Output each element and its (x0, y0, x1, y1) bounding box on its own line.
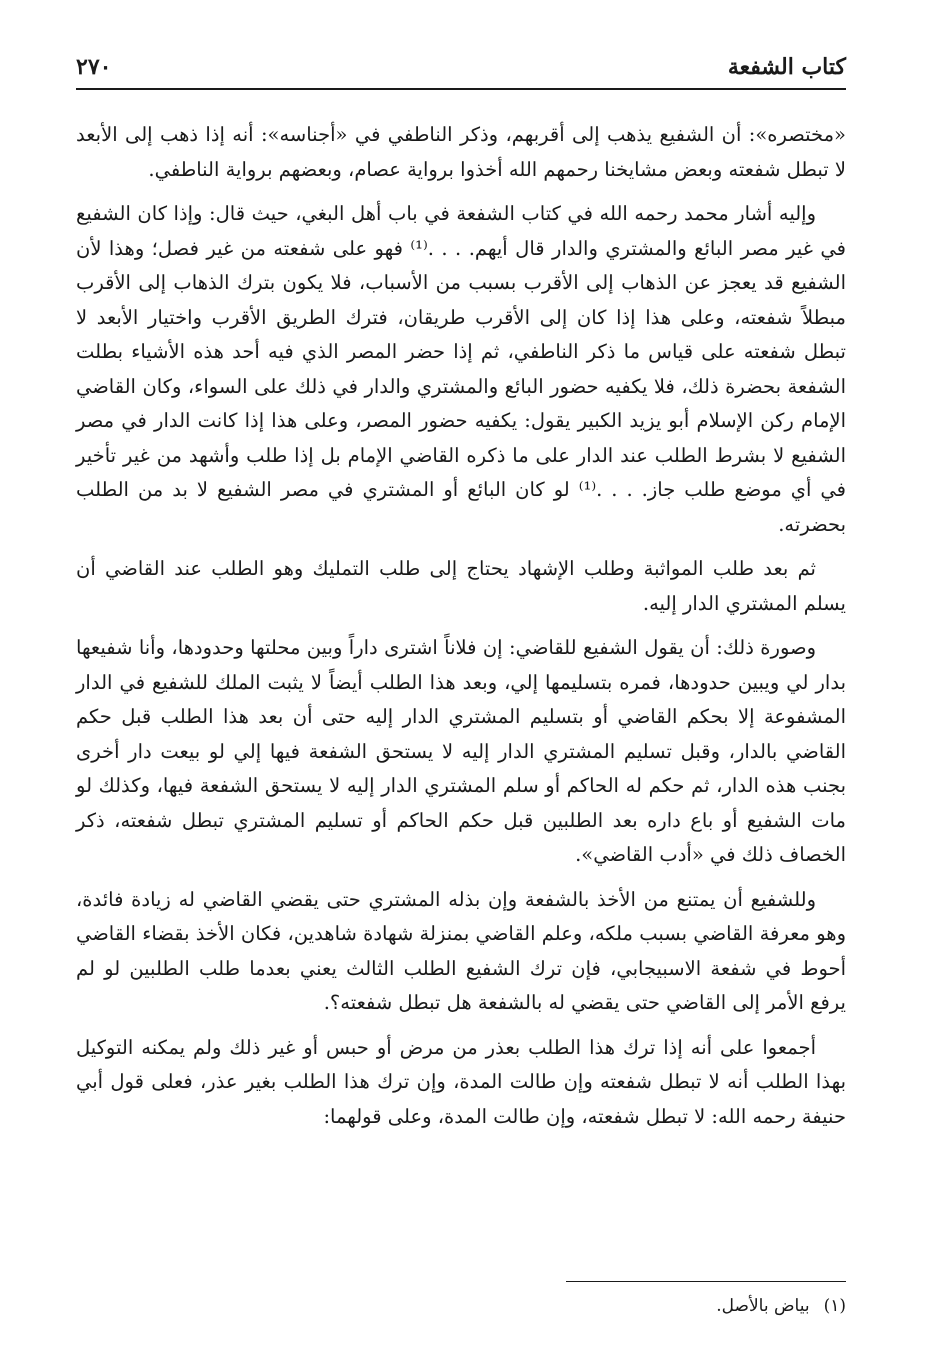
page-header (76, 48, 846, 90)
footnote (716, 1292, 846, 1320)
paragraph-2: وإليه أشار محمد رحمه الله في كتاب الشفعة في باب أهل البغي، حيث قال: وإذا كان الشفيع في غير مصر البائع والمشتري والدار قال أيهم. . . .⁽¹⁾ فهو على شفعته من غير فصل؛ وهذا لأن الشفيع قد يعجز عن الذهاب إلى الأقرب بسبب من الأسباب، فلا يكون بترك الذهاب إلى الأقرب مبطلاً شفعته، وعلى هذا إذا كان إلى الأقرب طريقان، فترك الطريق الأقرب واختيار الأبعد لا تبطل شفعته على قياس ما ذكر الناطفي، ثم إذا حضر المصر الذي فيه أحد هذه الأشياء بطلت الشفعة بحضرة ذلك، فلا يكفيه حضور البائع والمشتري والدار في ذلك على السواء، وكان القاضي الإمام ركن الإسلام أبو يزيد الكبير يقول: يكفيه حضور المصر، وعلى هذا إذا كانت الدار في مصر الشفيع لا بشرط الطلب عند الدار على ما ذكره القاضي الإمام بل إذا طلب وأشهد من غير تأخير في أي موضع طلب جاز. . . .⁽¹⁾ لو كان البائع أو المشتري في مصر الشفيع لا بد من الطلب بحضرته. (76, 202, 847, 536)
paragraph-4: وصورة ذلك: أن يقول الشفيع للقاضي: إن فلاناً اشترى داراً وبين محلتها وحدودها، وأنا شفيعها بدار لي ويبين حدودها، فمره بتسليمها إلي، وبعد هذا الطلب أيضاً لا يثبت الملك للشفيع في الدار المشفوعة إلا بحكم القاضي أو بتسليم المشتري الدار إليه حتى أن بعد هذا الطلب قبل حكم القاضي بالدار، وقبل تسليم المشتري الدار إليه لا يستحق الشفعة فيها إلي لو بيعت دار أخرى بجنب هذه الدار، ثم حكم له الحاكم أو سلم المشتري الدار إليه لا يستحق الشفعة فيها، وكذلك لو مات الشفيع أو باع داره بعد الطلبين قبل حكم الحاكم أو تسليم المشتري تبطل شفعته، ذكر الخصاف ذلك في «أدب القاضي». (76, 636, 846, 866)
paragraph-6: أجمعوا على أنه إذا ترك هذا الطلب بعذر من مرض أو حبس أو غير ذلك ولم يمكنه التوكيل بهذا الطلب أنه لا تبطل شفعته وإن طالت المدة، وإن ترك هذا الطلب بغير عذر، فعلى قول أبي حنيفة رحمه الله: لا تبطل شفعته، وإن طالت المدة، وعلى قولهما: (76, 1035, 846, 1128)
footnote-number: (١) (823, 1296, 846, 1316)
page-number: ٢٧٠ (76, 54, 112, 80)
main-text (76, 118, 846, 1134)
document-page (76, 48, 847, 1316)
footnote-text: بياض بالأصل. (716, 1296, 810, 1316)
footnote-divider (566, 1281, 846, 1282)
paragraph-1: «مختصره»: أن الشفيع يذهب إلى أقربهم، وذكر الناطفي في «أجناسه»: أنه إذا ذهب إلى الأبعد لا تبطل شفعته وبعض مشايخنا رحمهم الله أخذوا برواية عصام، وبعضهم برواية الناطفي. (76, 123, 846, 181)
paragraph-3: ثم بعد طلب المواثبة وطلب الإشهاد يحتاج إلى طلب التمليك وهو الطلب عند القاضي أن يسلم المشتري الدار إليه. (76, 557, 846, 615)
paragraph-5: وللشفيع أن يمتنع من الأخذ بالشفعة وإن بذله المشتري حتى يقضي القاضي له زيادة فائدة، وهو معرفة القاضي بسبب ملكه، وعلم القاضي بمنزلة شهادة شاهدين، فكان الأخذ بقضاء القاضي أحوط في شفعة الاسبيجابي، فإن ترك الشفيع الطلب الثالث يعني بعدما طلب الطلبين لو لم يرفع الأمر إلى القاضي حتى يقضي له بالشفعة هل تبطل شفعته؟. (76, 887, 846, 1014)
running-title: كتاب الشفعة (727, 54, 846, 80)
